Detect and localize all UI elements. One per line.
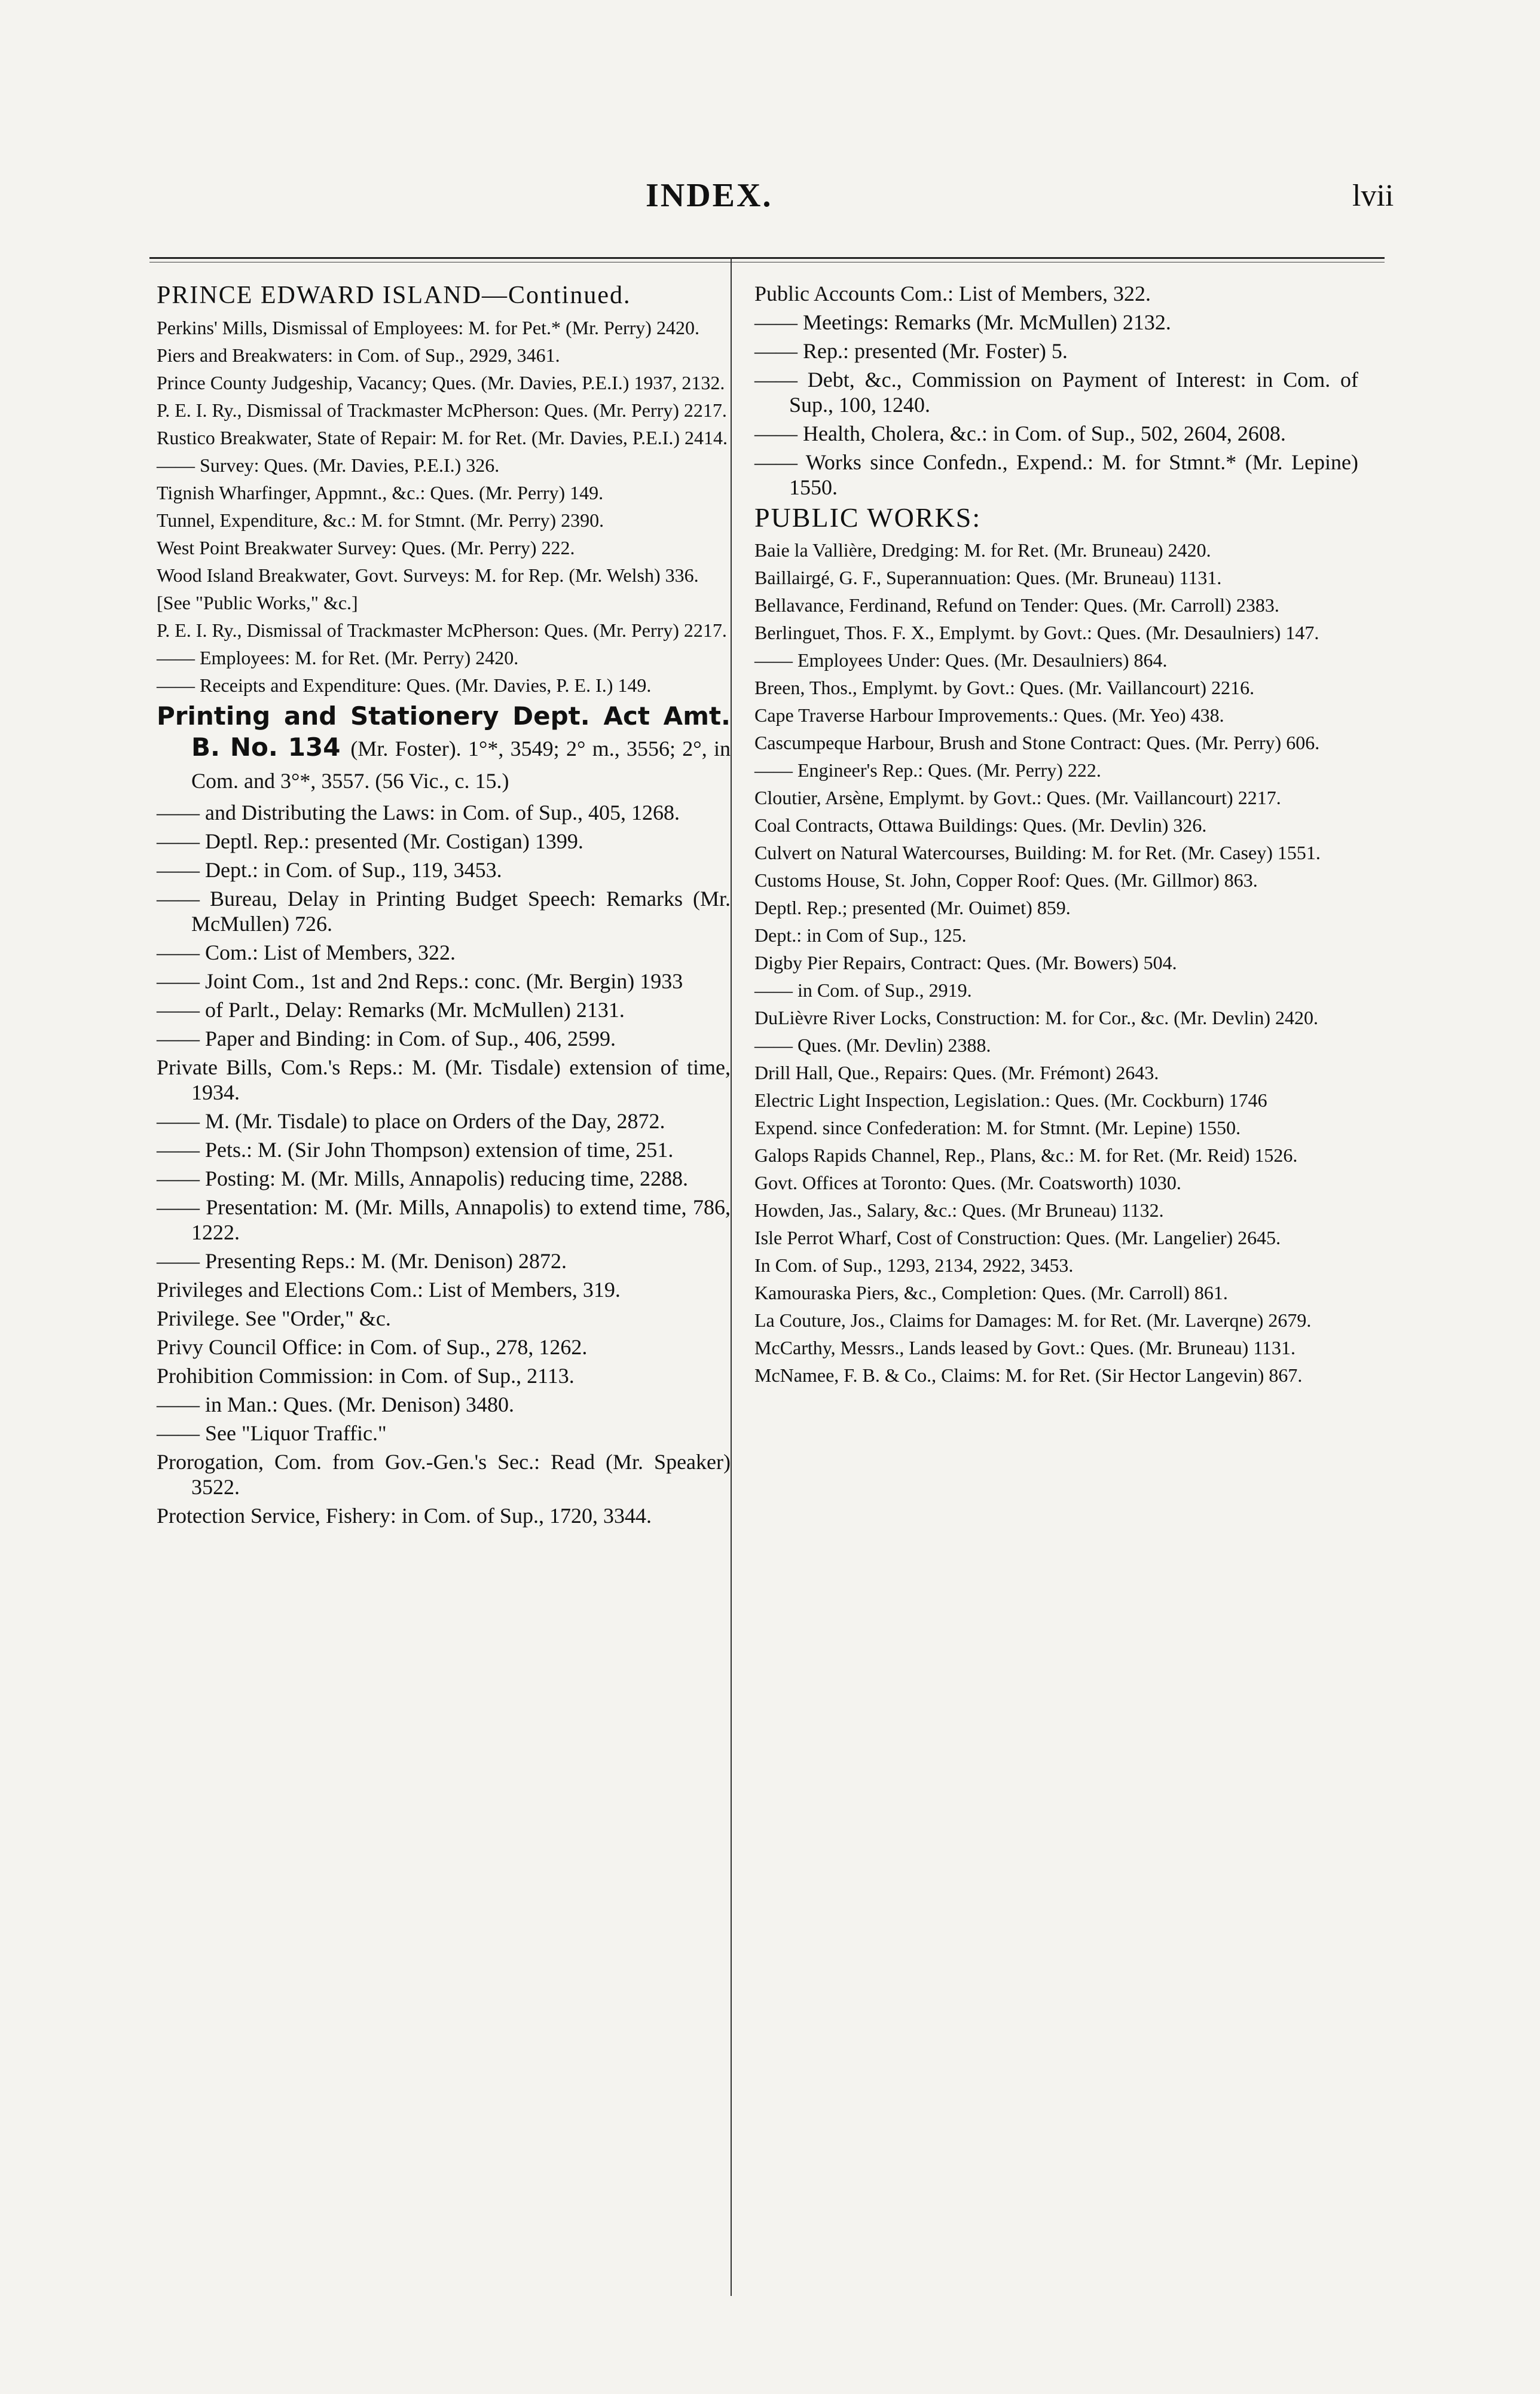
index-entry: Isle Perrot Wharf, Cost of Construction: Ques. (Mr. Langelier) 2645. (754, 1227, 1281, 1248)
index-entry: Breen, Thos., Emplymt. by Govt.: Ques. (Mr. Vaillancourt) 2216. (754, 677, 1255, 698)
index-entry: Bellavance, Ferdinand, Refund on Tender: Ques. (Mr. Carroll) 2383. (754, 594, 1279, 616)
index-entry: Public Accounts Com.: List of Members, 322. (754, 282, 1151, 306)
index-entry: —— Dept.: in Com. of Sup., 119, 3453. (157, 858, 502, 882)
index-entry: Protection Service, Fishery: in Com. of Sup., 1720, 3344. (157, 1504, 652, 1528)
index-entry: —— in Man.: Ques. (Mr. Denison) 3480. (157, 1393, 514, 1416)
bold-entry (157, 701, 731, 796)
right-entries-top (754, 281, 1358, 500)
index-entry: West Point Breakwater Survey: Ques. (Mr. Perry) 222. (157, 537, 575, 558)
index-entry: Baie la Vallière, Dredging: M. for Ret. (Mr. Bruneau) 2420. (754, 539, 1211, 561)
index-entry: —— Survey: Ques. (Mr. Davies, P.E.I.) 326. (157, 454, 500, 476)
page-title: INDEX. (646, 177, 773, 214)
index-entry: Perkins' Mills, Dismissal of Employees: M. for Pet.* (Mr. Perry) 2420. (157, 317, 699, 338)
index-entry: Culvert on Natural Watercourses, Building: M. for Ret. (Mr. Casey) 1551. (754, 842, 1321, 863)
index-entry: Howden, Jas., Salary, &c.: Ques. (Mr Bruneau) 1132. (754, 1199, 1164, 1221)
index-entry: —— Engineer's Rep.: Ques. (Mr. Perry) 222. (754, 759, 1101, 781)
index-entry: Wood Island Breakwater, Govt. Surveys: M. for Rep. (Mr. Welsh) 336. (157, 564, 699, 586)
index-entry: Privilege. See "Order," &c. (157, 1306, 391, 1330)
index-entry: Private Bills, Com.'s Reps.: M. (Mr. Tisdale) extension of time, 1934. (157, 1055, 731, 1104)
index-entry: —— of Parlt., Delay: Remarks (Mr. McMullen) 2131. (157, 998, 625, 1022)
index-entry: Electric Light Inspection, Legislation.: Ques. (Mr. Cockburn) 1746 (754, 1089, 1267, 1111)
index-entry: Prorogation, Com. from Gov.-Gen.'s Sec.: Read (Mr. Speaker) 3522. (157, 1450, 731, 1499)
index-entry: Tunnel, Expenditure, &c.: M. for Stmnt. (Mr. Perry) 2390. (157, 509, 604, 531)
index-entry: Kamouraska Piers, &c., Completion: Ques. (Mr. Carroll) 861. (754, 1282, 1228, 1303)
index-entry: Privy Council Office: in Com. of Sup., 278, 1262. (157, 1335, 588, 1359)
section-heading: PRINCE EDWARD ISLAND—Continued. (157, 282, 631, 309)
index-entry: —— Employees: M. for Ret. (Mr. Perry) 2420. (157, 647, 519, 668)
header-rule (149, 257, 1385, 259)
index-entry: [See "Public Works," &c.] (157, 592, 358, 613)
index-entry: Cascumpeque Harbour, Brush and Stone Contract: Ques. (Mr. Perry) 606. (754, 732, 1320, 753)
index-entry: —— M. (Mr. Tisdale) to place on Orders of the Day, 2872. (157, 1109, 665, 1133)
index-entry: Deptl. Rep.; presented (Mr. Ouimet) 859. (754, 897, 1071, 918)
index-entry: P. E. I. Ry., Dismissal of Trackmaster McPherson: Ques. (Mr. Perry) 2217. (157, 399, 727, 421)
index-entry: —— Bureau, Delay in Printing Budget Speech: Remarks (Mr. McMullen) 726. (157, 887, 731, 936)
index-entry: Cloutier, Arsène, Emplymt. by Govt.: Ques. (Mr. Vaillancourt) 2217. (754, 787, 1281, 808)
column-divider (731, 257, 732, 2296)
index-entry: —— Meetings: Remarks (Mr. McMullen) 2132. (754, 310, 1171, 334)
index-entry: Dept.: in Com of Sup., 125. (754, 924, 967, 946)
index-entry: Digby Pier Repairs, Contract: Ques. (Mr. Bowers) 504. (754, 952, 1177, 973)
index-entry: —— Receipts and Expenditure: Ques. (Mr. Davies, P. E. I.) 149. (157, 674, 652, 696)
index-entry: McNamee, F. B. & Co., Claims: M. for Ret. (Sir Hector Langevin) 867. (754, 1364, 1303, 1386)
right-entries (754, 538, 1358, 1387)
index-entry: —— and Distributing the Laws: in Com. of Sup., 405, 1268. (157, 801, 680, 825)
index-entry: Cape Traverse Harbour Improvements.: Ques. (Mr. Yeo) 438. (754, 704, 1224, 726)
index-entry: P. E. I. Ry., Dismissal of Trackmaster McPherson: Ques. (Mr. Perry) 2217. (157, 619, 727, 641)
index-entry: —— Debt, &c., Commission on Payment of Interest: in Com. of Sup., 100, 1240. (754, 368, 1358, 417)
index-entry: La Couture, Jos., Claims for Damages: M. for Ret. (Mr. Laverqne) 2679. (754, 1309, 1312, 1331)
index-entry: Tignish Wharfinger, Appmnt., &c.: Ques. (Mr. Perry) 149. (157, 482, 604, 503)
index-entry: Coal Contracts, Ottawa Buildings: Ques. (Mr. Devlin) 326. (754, 814, 1207, 836)
right-column (754, 281, 1358, 1391)
index-entry: —— Pets.: M. (Sir John Thompson) extension of time, 251. (157, 1138, 674, 1162)
left-entries-2 (157, 800, 731, 1528)
section-heading: PUBLIC WORKS: (754, 502, 982, 533)
index-entry: —— Presentation: M. (Mr. Mills, Annapolis) to extend time, 786, 1222. (157, 1195, 731, 1244)
index-entry: —— Ques. (Mr. Devlin) 2388. (754, 1034, 991, 1056)
left-column (157, 281, 731, 1532)
index-entry: —— Works since Confedn., Expend.: M. for Stmnt.* (Mr. Lepine) 1550. (754, 450, 1358, 499)
index-entry: Customs House, St. John, Copper Roof: Ques. (Mr. Gillmor) 863. (754, 869, 1258, 891)
index-entry: Piers and Breakwaters: in Com. of Sup., 2929, 3461. (157, 344, 560, 366)
index-entry: —— Joint Com., 1st and 2nd Reps.: conc. (Mr. Bergin) 1933 (157, 969, 683, 993)
index-entry: —— Health, Cholera, &c.: in Com. of Sup., 502, 2604, 2608. (754, 422, 1286, 445)
index-entry: In Com. of Sup., 1293, 2134, 2922, 3453. (754, 1254, 1074, 1276)
index-entry: —— in Com. of Sup., 2919. (754, 979, 972, 1001)
bold-tail: (Mr. Foster). 1°*, 3549; 2° m., 3556; 2°, in Com. and 3°*, 3557. (56 Vic., c. 15.) (191, 737, 731, 793)
index-entry: Expend. since Confederation: M. for Stmnt. (Mr. Lepine) 1550. (754, 1117, 1241, 1138)
index-entry: Drill Hall, Que., Repairs: Ques. (Mr. Frémont) 2643. (754, 1062, 1159, 1083)
index-entry: McCarthy, Messrs., Lands leased by Govt.: Ques. (Mr. Bruneau) 1131. (754, 1337, 1296, 1358)
index-entry: Govt. Offices at Toronto: Ques. (Mr. Coatsworth) 1030. (754, 1172, 1181, 1193)
index-entry: —— See "Liquor Traffic." (157, 1421, 387, 1445)
index-entry: —— Posting: M. (Mr. Mills, Annapolis) reducing time, 2288. (157, 1167, 688, 1190)
index-entry: —— Employees Under: Ques. (Mr. Desaulniers) 864. (754, 649, 1168, 671)
left-entries (157, 316, 731, 697)
index-entry: Prohibition Commission: in Com. of Sup., 2113. (157, 1364, 575, 1388)
index-entry: —— Presenting Reps.: M. (Mr. Denison) 2872. (157, 1249, 567, 1273)
index-entry: DuLièvre River Locks, Construction: M. for Cor., &c. (Mr. Devlin) 2420. (754, 1007, 1318, 1028)
index-entry: —— Paper and Binding: in Com. of Sup., 406, 2599. (157, 1027, 616, 1051)
index-entry: Prince County Judgeship, Vacancy; Ques. (Mr. Davies, P.E.I.) 1937, 2132. (157, 372, 725, 393)
index-entry: Berlinguet, Thos. F. X., Emplymt. by Govt.: Ques. (Mr. Desaulniers) 147. (754, 622, 1319, 643)
index-entry: —— Deptl. Rep.: presented (Mr. Costigan) 1399. (157, 829, 583, 853)
index-entry: Privileges and Elections Com.: List of Members, 319. (157, 1278, 621, 1302)
index-entry: Galops Rapids Channel, Rep., Plans, &c.: M. for Ret. (Mr. Reid) 1526. (754, 1144, 1298, 1166)
index-entry: Rustico Breakwater, State of Repair: M. for Ret. (Mr. Davies, P.E.I.) 2414. (157, 427, 728, 448)
index-entry: —— Com.: List of Members, 322. (157, 940, 456, 964)
page-number: lvii (1352, 179, 1394, 213)
bold-heading: Printing and Stationery Dept. Act Amt. B. No. 134 (157, 701, 731, 762)
index-entry: Baillairgé, G. F., Superannuation: Ques. (Mr. Bruneau) 1131. (754, 567, 1222, 588)
index-entry: —— Rep.: presented (Mr. Foster) 5. (754, 339, 1068, 363)
